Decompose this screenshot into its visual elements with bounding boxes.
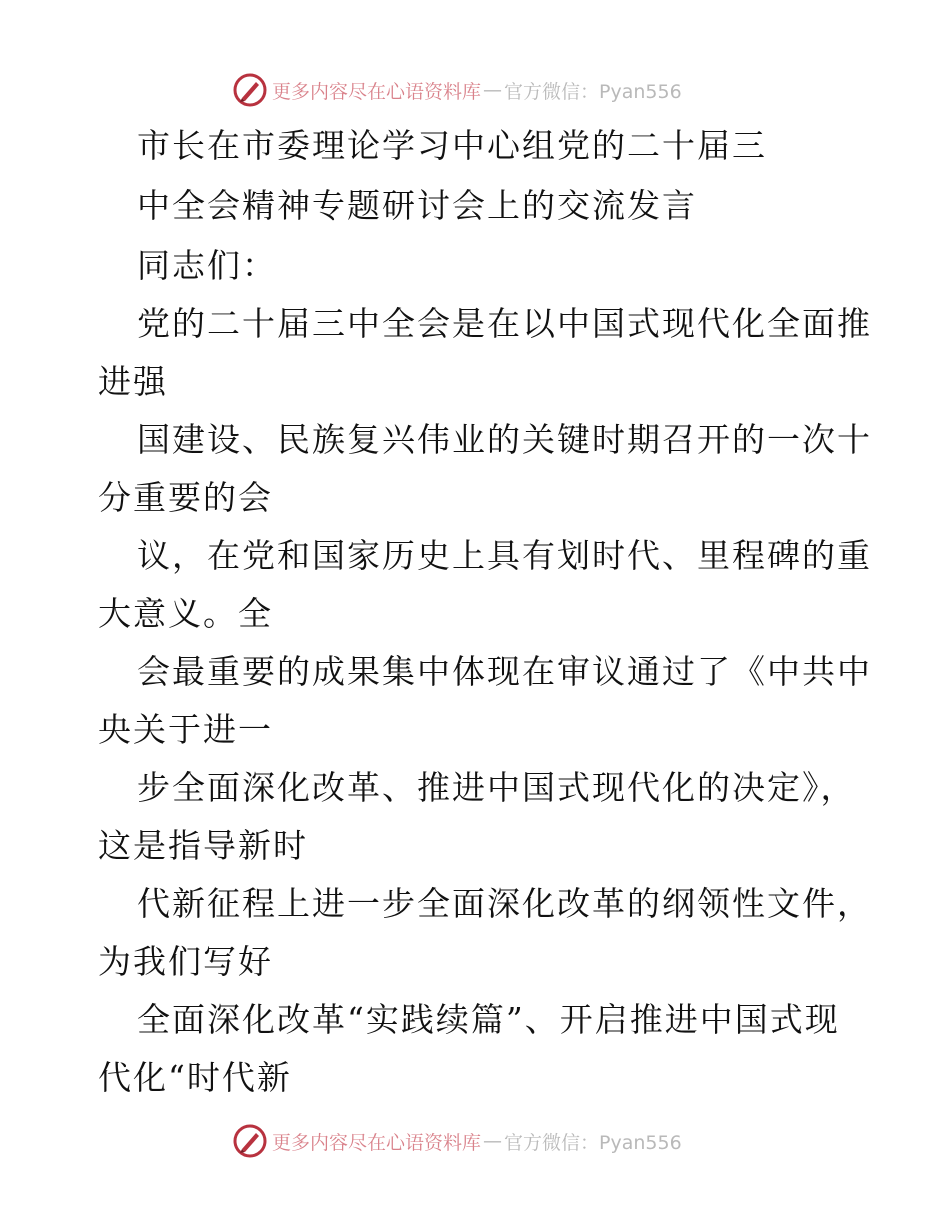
body-line: 这是指导新时 [98, 826, 308, 865]
body-line: 央关于进一 [98, 710, 273, 749]
watermark-brand: 更多内容尽在心语资料库 [272, 80, 482, 103]
body-line: 为我们写好 [98, 942, 273, 981]
body-line: 代化“时代新 [98, 1058, 292, 1097]
body-line: 代新征程上进一步全面深化改革的纲领性文件， [137, 884, 872, 923]
body-line: 步全面深化改革、推进中国式现代化的决定》， [137, 768, 856, 807]
salutation: 同志们： [137, 246, 277, 285]
watermark-contact: 官方微信：Pyan556 [504, 1131, 682, 1154]
watermark-contact: 官方微信：Pyan556 [504, 80, 682, 103]
body-line: 分重要的会 [98, 478, 273, 517]
pen-logo-icon [232, 72, 268, 108]
body-line: 全面深化改革“实践续篇”、开启推进中国式现 [137, 1000, 840, 1039]
body-line: 议，在党和国家历史上具有划时代、里程碑的重 [137, 536, 872, 575]
pen-logo-icon [232, 1123, 268, 1159]
doc-title-line-1: 市长在市委理论学习中心组党的二十届三 [137, 126, 767, 165]
watermark-separator: — [483, 79, 503, 101]
watermark-separator: — [483, 1130, 503, 1152]
body-line: 国建设、民族复兴伟业的关键时期召开的一次十 [137, 420, 872, 459]
body-line: 进强 [98, 362, 168, 401]
footer-watermark [232, 1121, 682, 1161]
watermark-brand: 更多内容尽在心语资料库 [272, 1131, 482, 1154]
body-line: 大意义。全 [98, 594, 273, 633]
header-watermark [232, 70, 682, 110]
doc-title-line-2: 中全会精神专题研讨会上的交流发言 [137, 186, 697, 225]
body-line: 党的二十届三中全会是在以中国式现代化全面推 [137, 304, 872, 343]
body-line: 会最重要的成果集中体现在审议通过了《中共中 [137, 652, 872, 691]
